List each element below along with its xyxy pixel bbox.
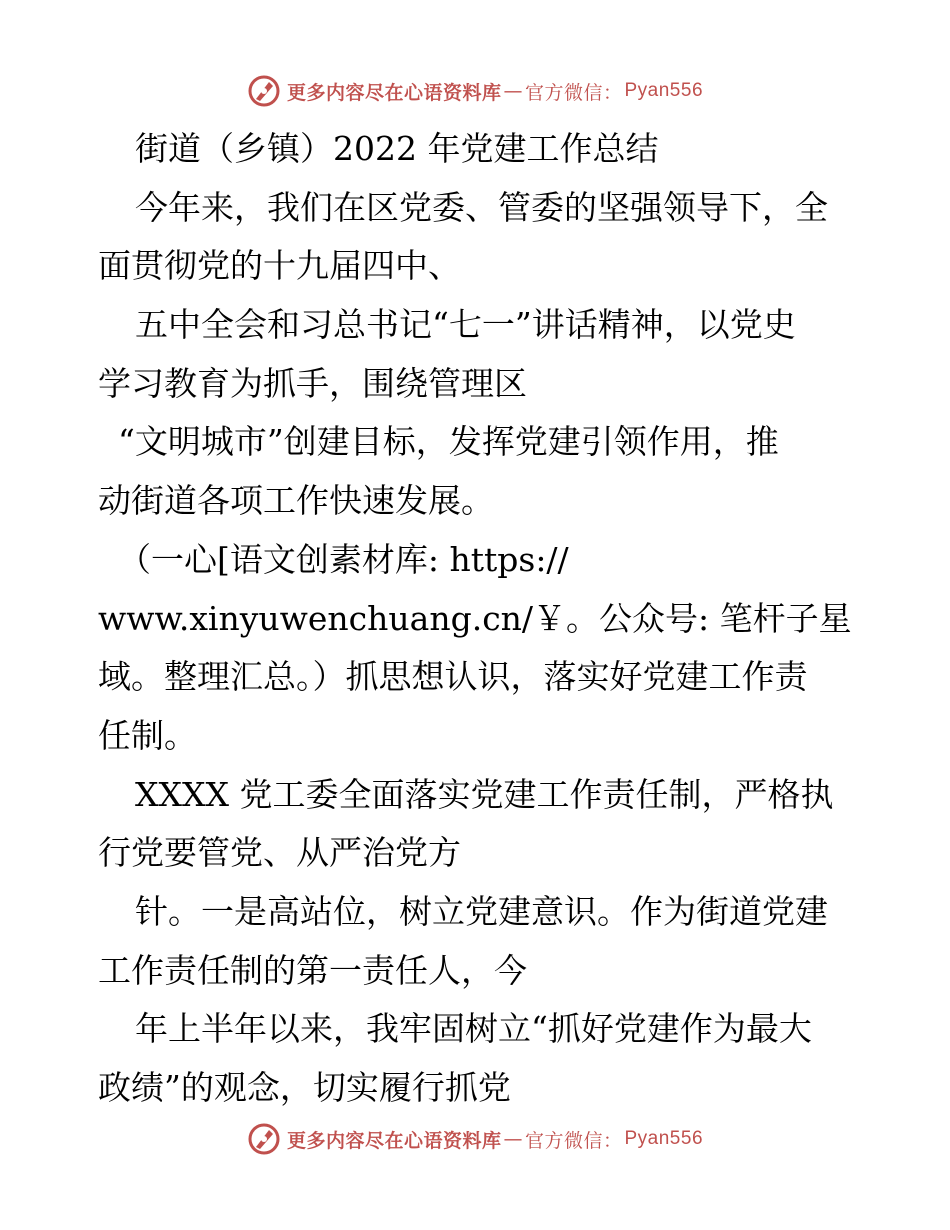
watermark-subtitle: 官方微信： <box>524 81 623 104</box>
header-watermark <box>0 74 950 108</box>
watermark-text: 更多内容尽在心语资料库 <box>286 1129 502 1152</box>
document-body <box>98 120 858 1118</box>
paragraph-line: 五中全会和习总书记“七一”讲话精神，以党史 <box>135 305 796 345</box>
document-title: 街道（乡镇）2022 年党建工作总结 <box>135 129 659 168</box>
paragraph-line: 政绩”的观念，切实履行抓党 <box>98 1068 511 1107</box>
footer-watermark <box>0 1122 950 1156</box>
quill-logo-icon <box>247 1122 281 1156</box>
paragraph-line: 行党要管党、从严治党方 <box>98 833 461 873</box>
watermark-separator: — <box>503 1128 523 1150</box>
paragraph-line: 年上半年以来，我牢固树立“抓好党建作为最大 <box>135 1009 812 1049</box>
paragraph-line: www.xinyuwenchuang.cn/￥。公众号: 笔杆子星 <box>98 598 852 638</box>
paragraph-line: 今年来，我们在区党委、管委的坚强领导下，全 <box>135 187 828 227</box>
watermark-account: Pyan556 <box>624 80 704 101</box>
paragraph-line: 动街道各项工作快速发展。 <box>98 481 494 521</box>
paragraph-line: 学习教育为抓手，围绕管理区 <box>98 363 527 403</box>
paragraph-line: 针。一是高站位，树立党建意识。作为街道党建 <box>135 891 828 931</box>
paragraph-line: 工作责任制的第一责任人，今 <box>98 950 527 990</box>
paragraph-line: 域。整理汇总。）抓思想认识，落实好党建工作责 <box>98 657 808 697</box>
watermark-separator: — <box>503 80 523 102</box>
paragraph-line: XXXX 党工委全面落实党建工作责任制，严格执 <box>135 774 834 814</box>
watermark-subtitle: 官方微信： <box>524 1129 623 1152</box>
paragraph-line: 面贯彻党的十九届四中、 <box>98 246 461 286</box>
paragraph-line: （一心[语文创素材库: https:// <box>118 539 569 579</box>
paragraph-line: “文明城市”创建目标，发挥党建引领作用，推 <box>118 422 779 462</box>
watermark-text: 更多内容尽在心语资料库 <box>286 81 502 104</box>
quill-logo-icon <box>247 74 281 108</box>
paragraph-line: 任制。 <box>98 715 197 755</box>
watermark-account: Pyan556 <box>624 1128 704 1149</box>
